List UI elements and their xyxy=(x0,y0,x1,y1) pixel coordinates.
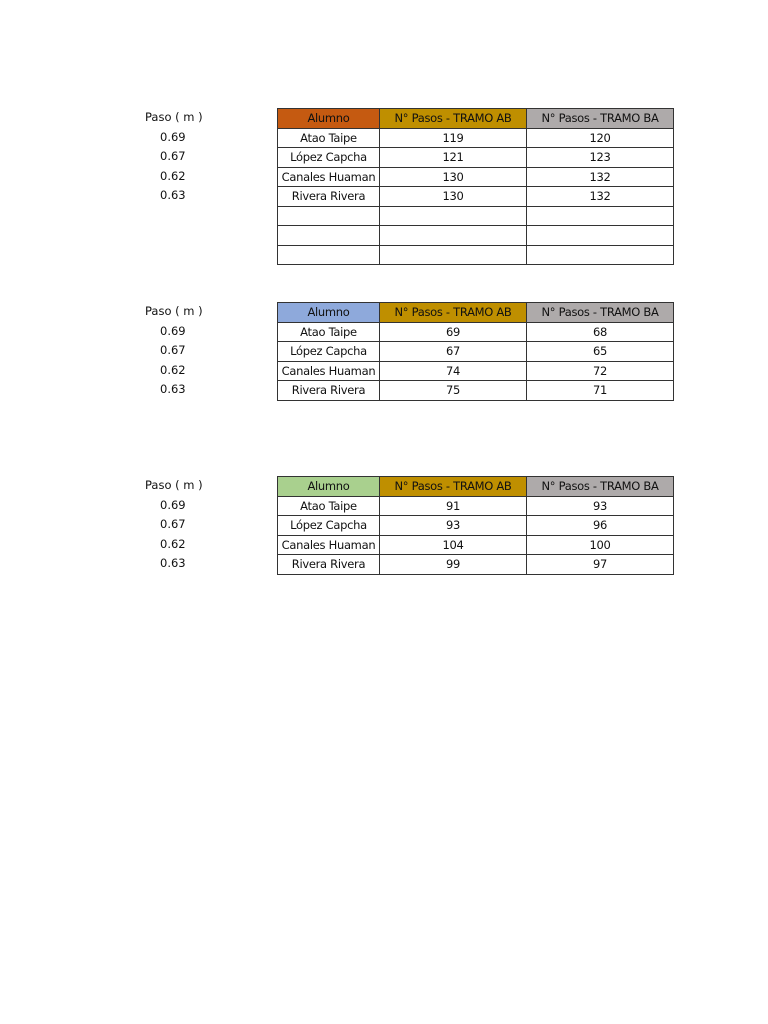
paso-value: 0.69 xyxy=(160,497,186,512)
header-row xyxy=(278,477,674,497)
header-row xyxy=(278,109,674,129)
table-row xyxy=(278,226,674,246)
steps-table xyxy=(277,302,674,401)
tramo-ab-cell[interactable]: 93 xyxy=(380,516,527,536)
column-header: N° Pasos - TRAMO AB xyxy=(380,303,527,323)
paso-value: 0.67 xyxy=(160,149,186,163)
tramo-ab-cell[interactable]: 121 xyxy=(380,148,527,168)
tramo-ab-cell[interactable] xyxy=(380,245,527,265)
tramo-ab-cell[interactable] xyxy=(380,206,527,226)
paso-value: 0.63 xyxy=(160,188,186,202)
tramo-ba-cell[interactable] xyxy=(527,245,674,265)
tramo-ab-cell[interactable]: 119 xyxy=(380,128,527,148)
tramo-ba-cell[interactable]: 72 xyxy=(527,361,674,381)
paso-value: 0.67 xyxy=(160,517,186,531)
table-row xyxy=(278,245,674,265)
column-header: N° Pasos - TRAMO BA xyxy=(527,303,674,323)
tramo-ba-cell[interactable]: 123 xyxy=(527,148,674,168)
alumno-cell[interactable]: Canales Huaman xyxy=(278,167,380,187)
paso-value: 0.62 xyxy=(160,362,186,377)
alumno-cell[interactable]: Rivera Rivera xyxy=(278,555,380,575)
tramo-ab-cell[interactable]: 67 xyxy=(380,342,527,362)
table-row xyxy=(278,206,674,226)
tramo-ba-cell[interactable] xyxy=(527,226,674,246)
tramo-ab-cell[interactable]: 74 xyxy=(380,361,527,381)
paso-column xyxy=(138,302,208,400)
alumno-cell[interactable]: Atao Taipe xyxy=(278,496,380,516)
column-header: N° Pasos - TRAMO AB xyxy=(380,477,527,497)
tramo-ba-cell[interactable]: 65 xyxy=(527,342,674,362)
alumno-cell[interactable]: López Capcha xyxy=(278,148,380,168)
tramo-ba-cell[interactable]: 132 xyxy=(527,167,674,187)
table-row xyxy=(278,342,674,362)
alumno-cell[interactable] xyxy=(278,245,380,265)
alumno-cell[interactable]: López Capcha xyxy=(278,342,380,362)
paso-column xyxy=(138,476,208,574)
alumno-cell[interactable]: Canales Huaman xyxy=(278,535,380,555)
column-header: N° Pasos - TRAMO AB xyxy=(380,109,527,129)
column-header: Alumno xyxy=(278,109,380,129)
tramo-ab-cell[interactable]: 130 xyxy=(380,167,527,187)
column-header: Alumno xyxy=(278,477,380,497)
table-row xyxy=(278,187,674,207)
tramo-ba-cell[interactable]: 68 xyxy=(527,322,674,342)
table-row xyxy=(278,361,674,381)
tramo-ba-cell[interactable]: 120 xyxy=(527,128,674,148)
paso-value: 0.63 xyxy=(160,556,186,570)
tramo-ba-cell[interactable]: 71 xyxy=(527,381,674,401)
paso-label: Paso ( m ) xyxy=(145,478,203,492)
alumno-cell[interactable] xyxy=(278,206,380,226)
paso-label: Paso ( m ) xyxy=(145,304,203,318)
header-row xyxy=(278,303,674,323)
table-row xyxy=(278,516,674,536)
tramo-ba-cell[interactable]: 96 xyxy=(527,516,674,536)
paso-value: 0.63 xyxy=(160,382,186,396)
paso-column xyxy=(138,108,208,206)
table-row xyxy=(278,128,674,148)
steps-table xyxy=(277,108,674,265)
tramo-ba-cell[interactable]: 132 xyxy=(527,187,674,207)
paso-value: 0.69 xyxy=(160,323,186,338)
paso-value: 0.62 xyxy=(160,168,186,183)
alumno-cell[interactable]: López Capcha xyxy=(278,516,380,536)
tramo-ab-cell[interactable]: 104 xyxy=(380,535,527,555)
alumno-cell[interactable]: Rivera Rivera xyxy=(278,187,380,207)
steps-table xyxy=(277,476,674,575)
tramo-ba-cell[interactable]: 93 xyxy=(527,496,674,516)
tramo-ab-cell[interactable]: 91 xyxy=(380,496,527,516)
alumno-cell[interactable]: Canales Huaman xyxy=(278,361,380,381)
table-row xyxy=(278,496,674,516)
tramo-ab-cell[interactable]: 130 xyxy=(380,187,527,207)
alumno-cell[interactable]: Rivera Rivera xyxy=(278,381,380,401)
tramo-ba-cell[interactable]: 100 xyxy=(527,535,674,555)
alumno-cell[interactable]: Atao Taipe xyxy=(278,322,380,342)
tramo-ba-cell[interactable] xyxy=(527,206,674,226)
paso-value: 0.62 xyxy=(160,536,186,551)
tramo-ab-cell[interactable]: 75 xyxy=(380,381,527,401)
tramo-ba-cell[interactable]: 97 xyxy=(527,555,674,575)
tramo-ab-cell[interactable]: 69 xyxy=(380,322,527,342)
table-row xyxy=(278,148,674,168)
column-header: N° Pasos - TRAMO BA xyxy=(527,109,674,129)
table-row xyxy=(278,381,674,401)
table-row xyxy=(278,555,674,575)
column-header: Alumno xyxy=(278,303,380,323)
alumno-cell[interactable] xyxy=(278,226,380,246)
table-row xyxy=(278,535,674,555)
table-row xyxy=(278,167,674,187)
tramo-ab-cell[interactable] xyxy=(380,226,527,246)
paso-label: Paso ( m ) xyxy=(145,110,203,124)
table-row xyxy=(278,322,674,342)
paso-value: 0.67 xyxy=(160,343,186,357)
tramo-ab-cell[interactable]: 99 xyxy=(380,555,527,575)
paso-value: 0.69 xyxy=(160,129,186,144)
alumno-cell[interactable]: Atao Taipe xyxy=(278,128,380,148)
column-header: N° Pasos - TRAMO BA xyxy=(527,477,674,497)
